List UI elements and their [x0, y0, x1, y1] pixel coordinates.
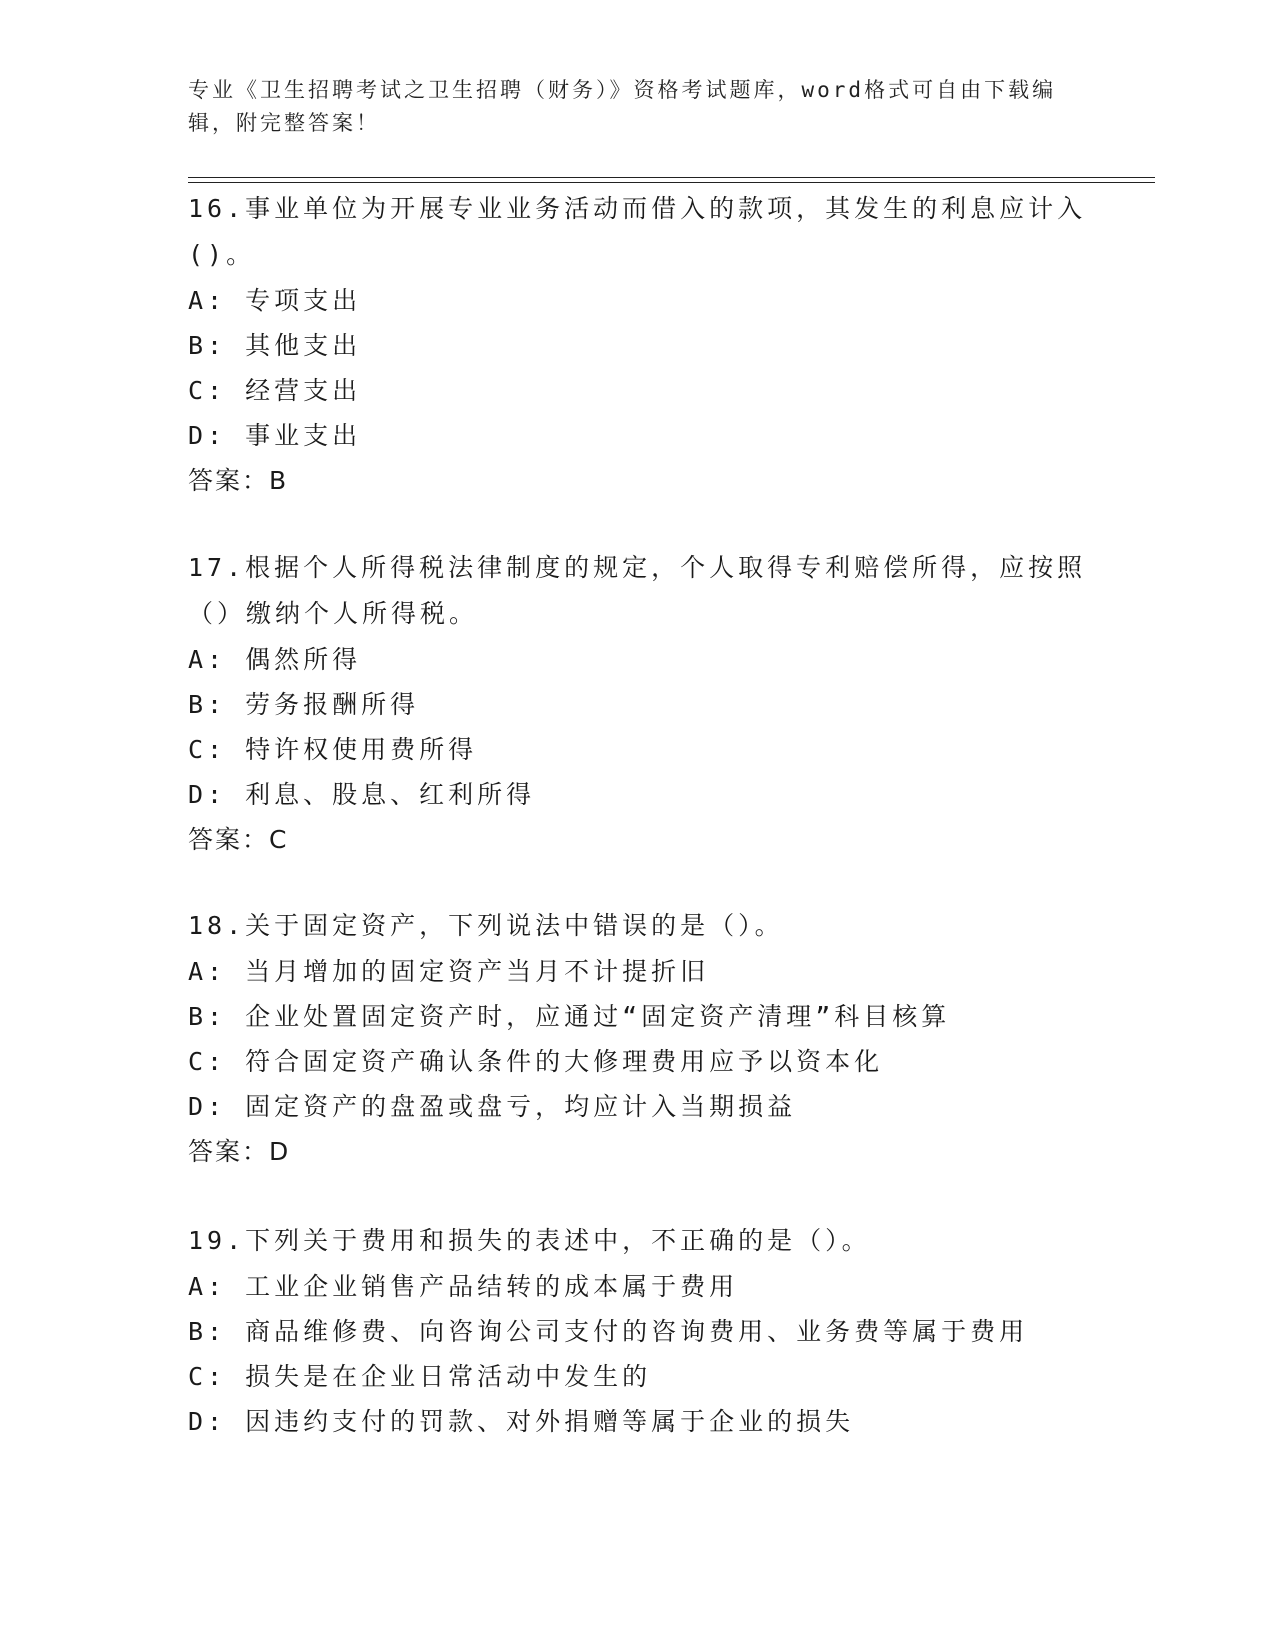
option-d: D: 利息、股息、红利所得: [188, 780, 536, 809]
question-stem: 17.根据个人所得税法律制度的规定，个人取得专利赔偿所得，应按照（）缴纳个人所得税。: [188, 553, 1087, 628]
question-19: [188, 1218, 1088, 1444]
answer-text: 答案：C: [188, 825, 289, 854]
option-d: D: 因违约支付的罚款、对外捐赠等属于企业的损失: [188, 1407, 855, 1436]
option-a: A: 偶然所得: [188, 645, 362, 674]
option-c: C: 符合固定资产确认条件的大修理费用应予以资本化: [188, 1047, 884, 1076]
option-c: C: 损失是在企业日常活动中发生的: [188, 1362, 652, 1391]
option-a: A: 工业企业销售产品结转的成本属于费用: [188, 1272, 739, 1301]
option-a: A: 当月增加的固定资产当月不计提折旧: [188, 957, 710, 986]
question-16: [188, 186, 1088, 504]
question-stem: 19.下列关于费用和损失的表述中，不正确的是（）。: [188, 1226, 871, 1255]
option-b: B: 企业处置固定资产时，应通过“固定资产清理”科目核算: [188, 1002, 951, 1031]
option-d: D: 固定资产的盘盈或盘亏，均应计入当期损益: [188, 1092, 797, 1121]
option-b: B: 其他支出: [188, 331, 362, 360]
option-b: B: 商品维修费、向咨询公司支付的咨询费用、业务费等属于费用: [188, 1317, 1029, 1346]
answer-text: 答案：B: [188, 466, 289, 495]
question-18: [188, 903, 1088, 1175]
option-c: C: 经营支出: [188, 376, 362, 405]
question-17: [188, 545, 1088, 863]
option-a: A: 专项支出: [188, 286, 362, 315]
header-divider-bottom: [188, 182, 1155, 183]
question-stem: 18.关于固定资产，下列说法中错误的是（）。: [188, 911, 784, 940]
question-stem: 16.事业单位为开展专业业务活动而借入的款项，其发生的利息应计入()。: [188, 194, 1087, 269]
document-intro: 专业《卫生招聘考试之卫生招聘（财务）》资格考试题库，word格式可自由下载编辑，附完整答案！: [188, 78, 1057, 135]
option-d: D: 事业支出: [188, 421, 362, 450]
header-divider-top: [188, 177, 1155, 178]
option-b: B: 劳务报酬所得: [188, 690, 420, 719]
option-c: C: 特许权使用费所得: [188, 735, 478, 764]
answer-text: 答案：D: [188, 1137, 291, 1166]
